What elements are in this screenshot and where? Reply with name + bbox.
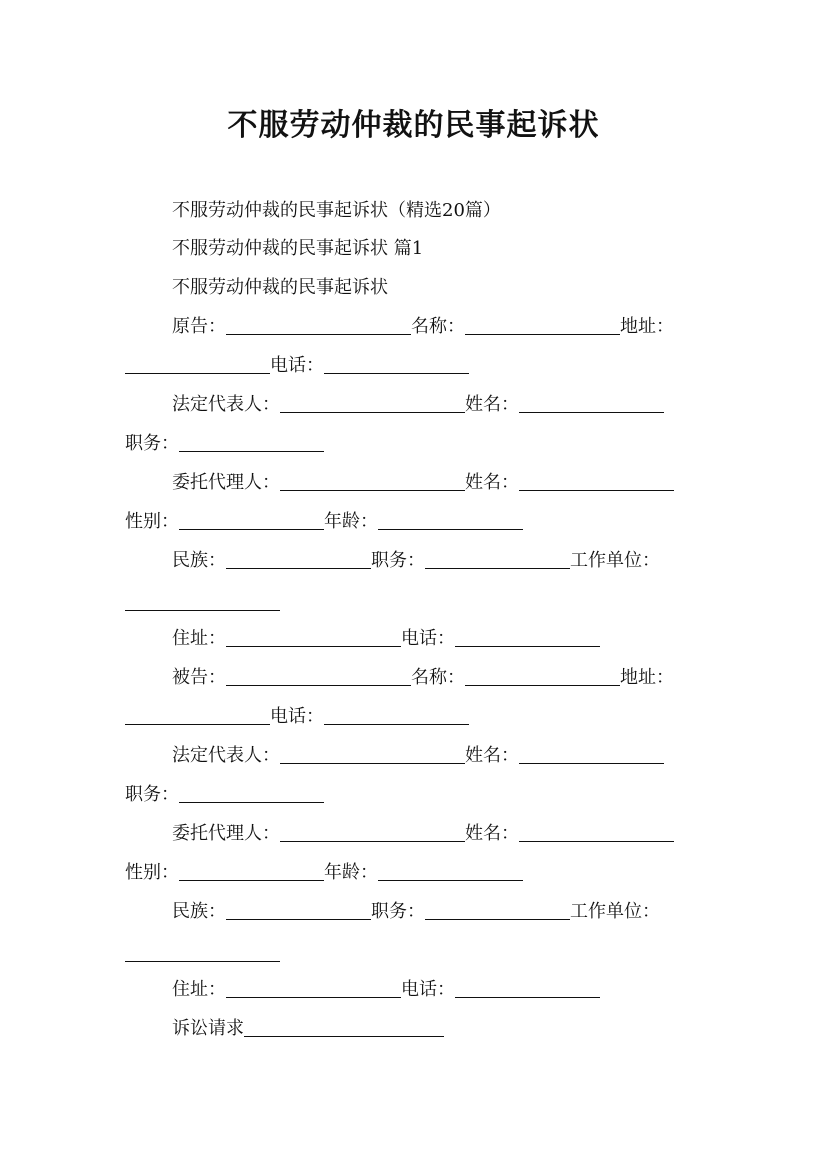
- residence-label: 住址：: [172, 628, 226, 649]
- agent-position-label: 职务：: [371, 550, 425, 571]
- person-name-label: 姓名：: [465, 394, 519, 415]
- agent-label: 委托代理人：: [172, 472, 280, 493]
- legal-rep-line: [172, 394, 772, 416]
- def-position-label: 职务：: [125, 784, 179, 805]
- age-label: 年龄：: [324, 511, 378, 532]
- claims-line: [172, 1018, 772, 1040]
- def-ethnicity-label: 民族：: [172, 901, 226, 922]
- def-age-label: 年龄：: [324, 862, 378, 883]
- workplace-blank[interactable]: [125, 592, 280, 611]
- def-gender-blank[interactable]: [179, 862, 324, 881]
- def-phone-blank[interactable]: [324, 706, 469, 725]
- residence-phone-label: 电话：: [401, 628, 455, 649]
- claims-label: 诉讼请求: [172, 1018, 244, 1039]
- def-ethnicity-line: [172, 901, 772, 923]
- agent-line: [172, 472, 772, 494]
- def-legal-rep-label: 法定代表人：: [172, 745, 280, 766]
- defendant-blank[interactable]: [226, 667, 411, 686]
- def-address-label: 地址：: [620, 667, 674, 688]
- residence-blank[interactable]: [226, 628, 401, 647]
- gender-label: 性别：: [125, 511, 179, 532]
- ethnicity-blank[interactable]: [226, 550, 371, 569]
- def-person-name-label: 姓名：: [465, 745, 519, 766]
- plaintiff-blank[interactable]: [226, 316, 411, 335]
- address-blank[interactable]: [125, 355, 270, 374]
- position-label: 职务：: [125, 433, 179, 454]
- def-name-label: 名称：: [411, 667, 465, 688]
- document-title: 不服劳动仲裁的民事起诉状: [227, 108, 600, 143]
- def-workplace-line: [125, 943, 725, 965]
- defendant-line: [172, 667, 772, 689]
- def-legal-rep-line: [172, 745, 772, 767]
- def-agent-position-blank[interactable]: [425, 901, 570, 920]
- def-residence-phone-blank[interactable]: [455, 979, 600, 998]
- def-residence-phone-label: 电话：: [401, 979, 455, 1000]
- def-agent-name-label: 姓名：: [465, 823, 519, 844]
- position-line: [125, 433, 725, 455]
- gender-age-line: [125, 511, 725, 533]
- collection-title: 不服劳动仲裁的民事起诉状（精选20篇）: [172, 200, 501, 221]
- def-agent-line: [172, 823, 772, 845]
- plaintiff-label: 原告：: [172, 316, 226, 337]
- def-legal-rep-blank[interactable]: [280, 745, 465, 764]
- def-name-blank[interactable]: [465, 667, 620, 686]
- def-workplace-blank[interactable]: [125, 943, 280, 962]
- plaintiff-line-2: [125, 355, 725, 377]
- defendant-line-2: [125, 706, 725, 728]
- agent-blank[interactable]: [280, 472, 465, 491]
- def-phone-label: 电话：: [270, 706, 324, 727]
- defendant-label: 被告：: [172, 667, 226, 688]
- def-age-blank[interactable]: [378, 862, 523, 881]
- name-label: 名称：: [411, 316, 465, 337]
- legal-rep-blank[interactable]: [280, 394, 465, 413]
- plaintiff-line: [172, 316, 772, 338]
- def-gender-age-line: [125, 862, 725, 884]
- def-person-name-blank[interactable]: [519, 745, 664, 764]
- def-agent-position-label: 职务：: [371, 901, 425, 922]
- def-position-line: [125, 784, 725, 806]
- def-position-blank[interactable]: [179, 784, 324, 803]
- def-agent-label: 委托代理人：: [172, 823, 280, 844]
- gender-blank[interactable]: [179, 511, 324, 530]
- def-residence-blank[interactable]: [226, 979, 401, 998]
- def-agent-blank[interactable]: [280, 823, 465, 842]
- agent-position-blank[interactable]: [425, 550, 570, 569]
- workplace-label: 工作单位：: [570, 550, 660, 571]
- ethnicity-label: 民族：: [172, 550, 226, 571]
- age-blank[interactable]: [378, 511, 523, 530]
- def-agent-name-blank[interactable]: [519, 823, 674, 842]
- def-ethnicity-blank[interactable]: [226, 901, 371, 920]
- doc-subtitle: 不服劳动仲裁的民事起诉状: [172, 277, 388, 298]
- phone-blank[interactable]: [324, 355, 469, 374]
- claims-blank[interactable]: [244, 1018, 444, 1037]
- phone-label: 电话：: [270, 355, 324, 376]
- def-gender-label: 性别：: [125, 862, 179, 883]
- agent-name-label: 姓名：: [465, 472, 519, 493]
- person-name-blank[interactable]: [519, 394, 664, 413]
- address-label: 地址：: [620, 316, 674, 337]
- piece-title: 不服劳动仲裁的民事起诉状 篇1: [172, 238, 424, 259]
- def-residence-line: [172, 979, 772, 1001]
- name-blank[interactable]: [465, 316, 620, 335]
- legal-rep-label: 法定代表人：: [172, 394, 280, 415]
- def-residence-label: 住址：: [172, 979, 226, 1000]
- workplace-line: [125, 592, 725, 614]
- position-blank[interactable]: [179, 433, 324, 452]
- residence-phone-blank[interactable]: [455, 628, 600, 647]
- def-workplace-label: 工作单位：: [570, 901, 660, 922]
- def-address-blank[interactable]: [125, 706, 270, 725]
- ethnicity-line: [172, 550, 772, 572]
- agent-name-blank[interactable]: [519, 472, 674, 491]
- residence-line: [172, 628, 772, 650]
